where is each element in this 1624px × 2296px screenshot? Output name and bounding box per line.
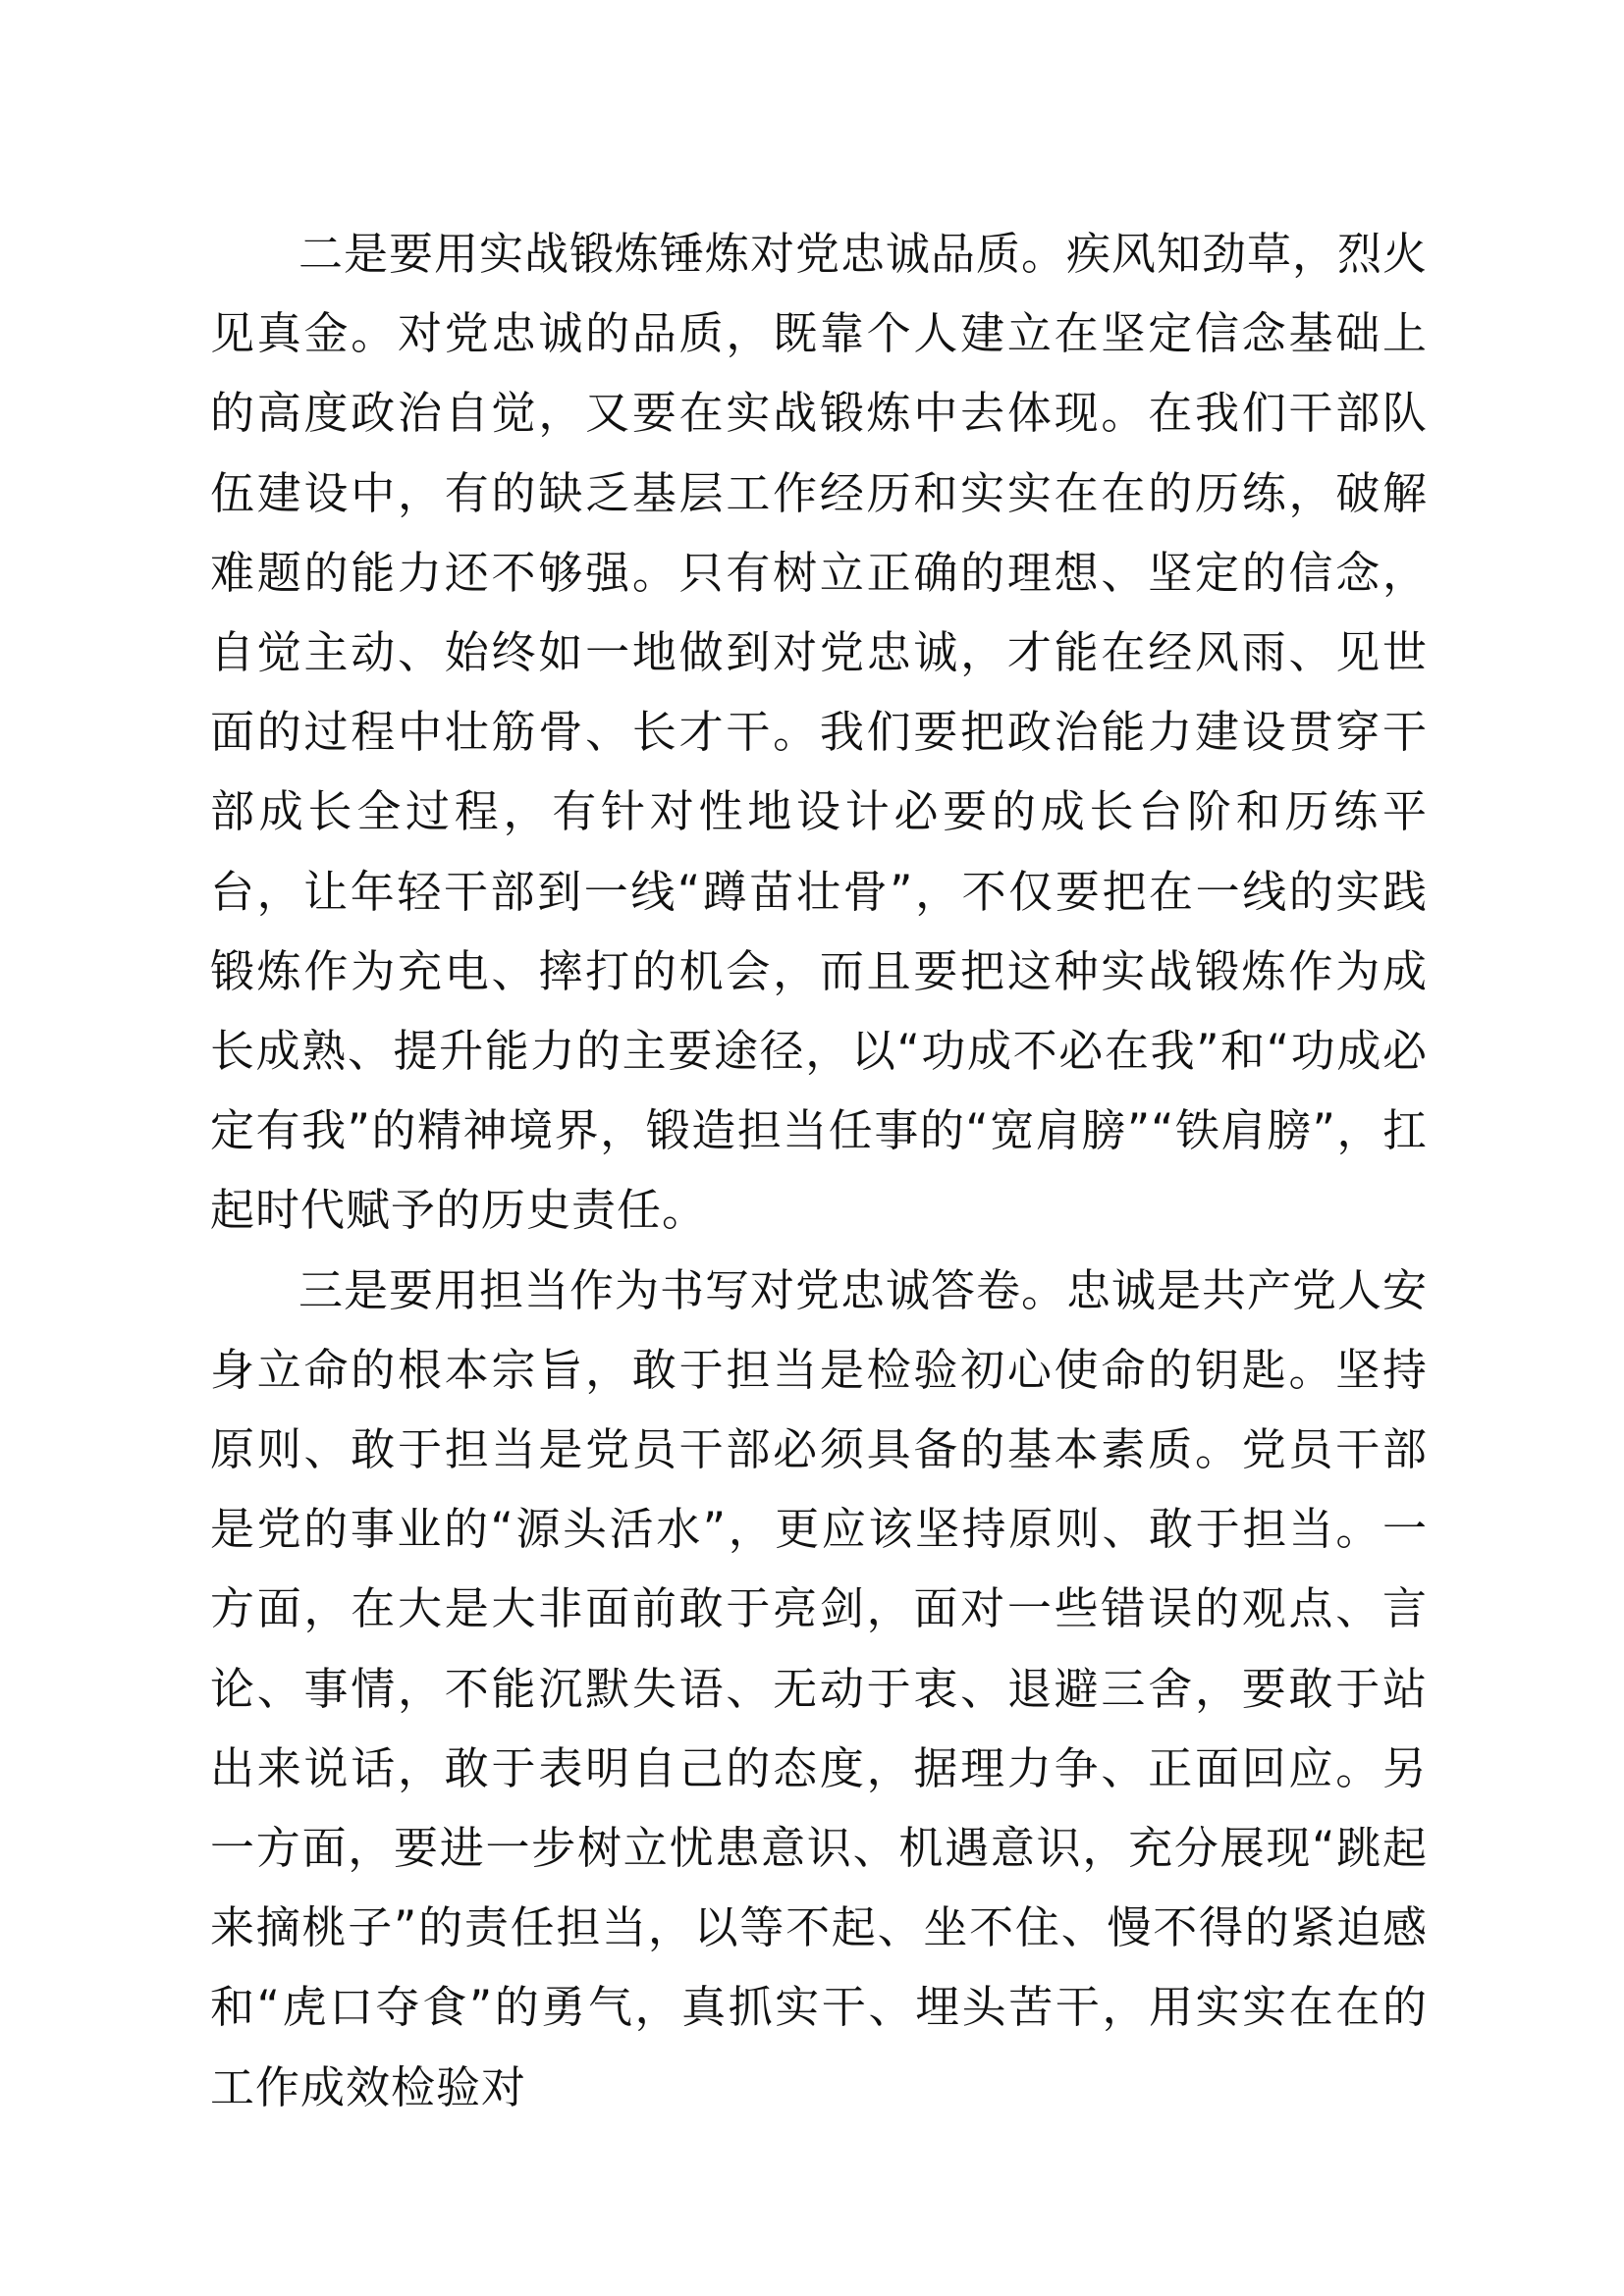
paragraph-practical-training: 二是要用实战锻炼锤炼对党忠诚品质。疾风知劲草，烈火见真金。对党忠诚的品质，既靠个人建立在坚定信念基础上的高度政治自觉，又要在实战锻炼中去体现。在我们干部队伍建设中，有的缺乏基层工作经历和实实在在的历练，破解难题的能力还不够强。只有树立正确的理想、坚定的信念，自觉主动、始终如一地做到对党忠诚，才能在经风雨、见世面的过程中壮筋骨、长才干。我们要把政治能力建设贯穿干部成长全过程，有针对性地设计必要的成长台阶和历练平台，让年轻干部到一线“蹲苗壮骨”，不仅要把在一线的实践锻炼作为充电、摔打的机会，而且要把这种实战锻炼作为成长成熟、提升能力的主要途径，以“功成不必在我”和“功成必定有我”的精神境界，锻造担当任事的“宽肩膀”“铁肩膀”，扛起时代赋予的历史责任。 [210, 228, 1429, 1237]
body-text [210, 214, 1428, 2127]
paragraph-responsibility: 三是要用担当作为书写对党忠诚答卷。忠诚是共产党人安身立命的根本宗旨，敢于担当是检验初心使命的钥匙。坚持原则、敢于担当是党员干部必须具备的基本素质。党员干部是党的事业的“源头活水”，更应该坚持原则、敢于担当。一方面，在大是大非面前敢于亮剑，面对一些错误的观点、言论、事情，不能沉默失语、无动于衷、退避三舍，要敢于站出来说话，敢于表明自己的态度，据理力争、正面回应。另一方面，要进一步树立忧患意识、机遇意识，充分展现“跳起来摘桃子”的责任担当，以等不起、坐不住、慢不得的紧迫感和“虎口夺食”的勇气，真抓实干、埋头苦干，用实实在在的工作成效检验对 [210, 1263, 1429, 2113]
